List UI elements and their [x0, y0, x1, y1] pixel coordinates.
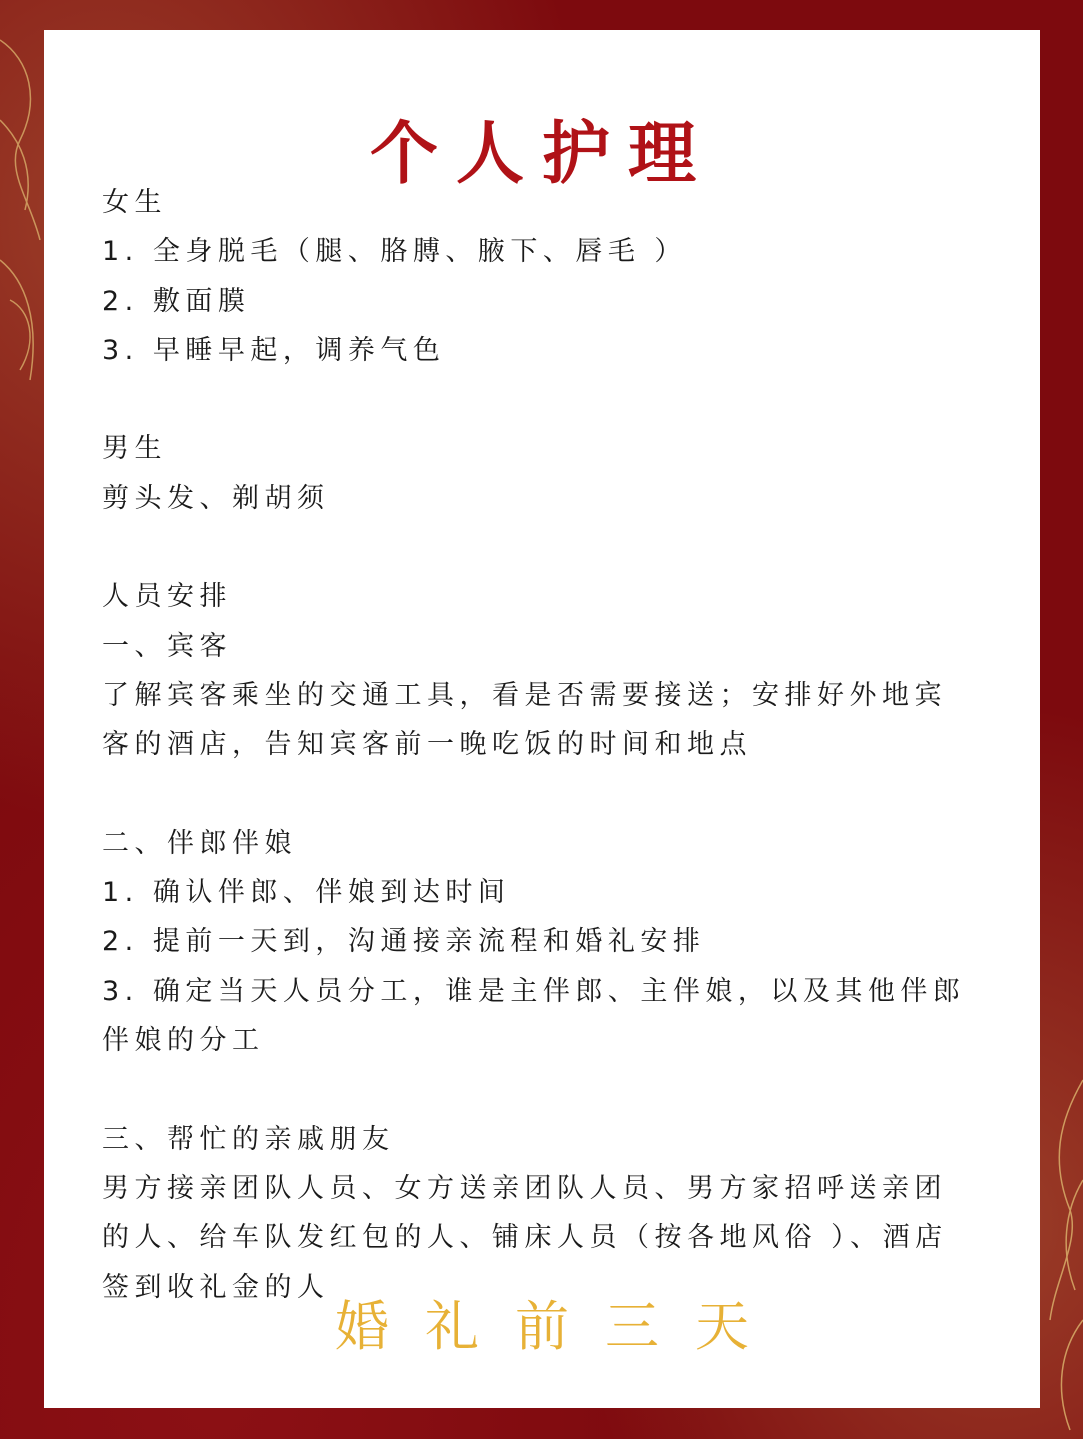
text-line: 3. 早睡早起，调养气色	[102, 334, 446, 366]
text-line: 2. 提前一天到，沟通接亲流程和婚礼安排	[102, 926, 706, 958]
text-line: 3. 确定当天人员分工，谁是主伴郎、主伴娘，以及其他伴郎	[102, 975, 966, 1007]
text-line: 签到收礼金的人	[102, 1271, 330, 1303]
text-line: 1. 确认伴郎、伴娘到达时间	[102, 877, 511, 909]
text-line: 伴娘的分工	[102, 1025, 265, 1057]
text-line: 女生	[102, 187, 167, 218]
blank-line	[102, 523, 1002, 572]
content-card	[44, 30, 1040, 1408]
text-line: 三、帮忙的亲戚朋友	[102, 1123, 395, 1155]
text-line: 人员安排	[102, 581, 232, 613]
text-line: 客的酒店，告知宾客前一晚吃饭的时间和地点	[102, 729, 752, 761]
text-line: 2. 敷面膜	[102, 285, 251, 317]
text-line: 男方接亲团队人员、女方送亲团队人员、男方家招呼送亲团	[102, 1172, 947, 1204]
text-line: 了解宾客乘坐的交通工具，看是否需要接送；安排好外地宾	[102, 679, 947, 711]
blank-line	[102, 1065, 1002, 1114]
blank-line	[102, 375, 1002, 424]
blank-line	[102, 770, 1002, 819]
text-line: 二、伴郎伴娘	[102, 827, 297, 859]
gold-floral-decoration-bottom-right	[1040, 1060, 1083, 1439]
text-line: 1. 全身脱毛（腿、胳膊、腋下、唇毛 ）	[102, 236, 687, 268]
subtitle: 婚礼前三天	[335, 1295, 785, 1358]
text-line: 的人、给车队发红包的人、铺床人员（按各地风俗 ）、酒店	[102, 1222, 948, 1254]
page-title: 个人护理	[369, 115, 714, 194]
text-line: 男生	[102, 433, 167, 465]
text-line: 一、宾客	[102, 630, 232, 662]
text-line: 剪头发、剃胡须	[102, 482, 330, 514]
body-text	[102, 178, 1002, 1312]
